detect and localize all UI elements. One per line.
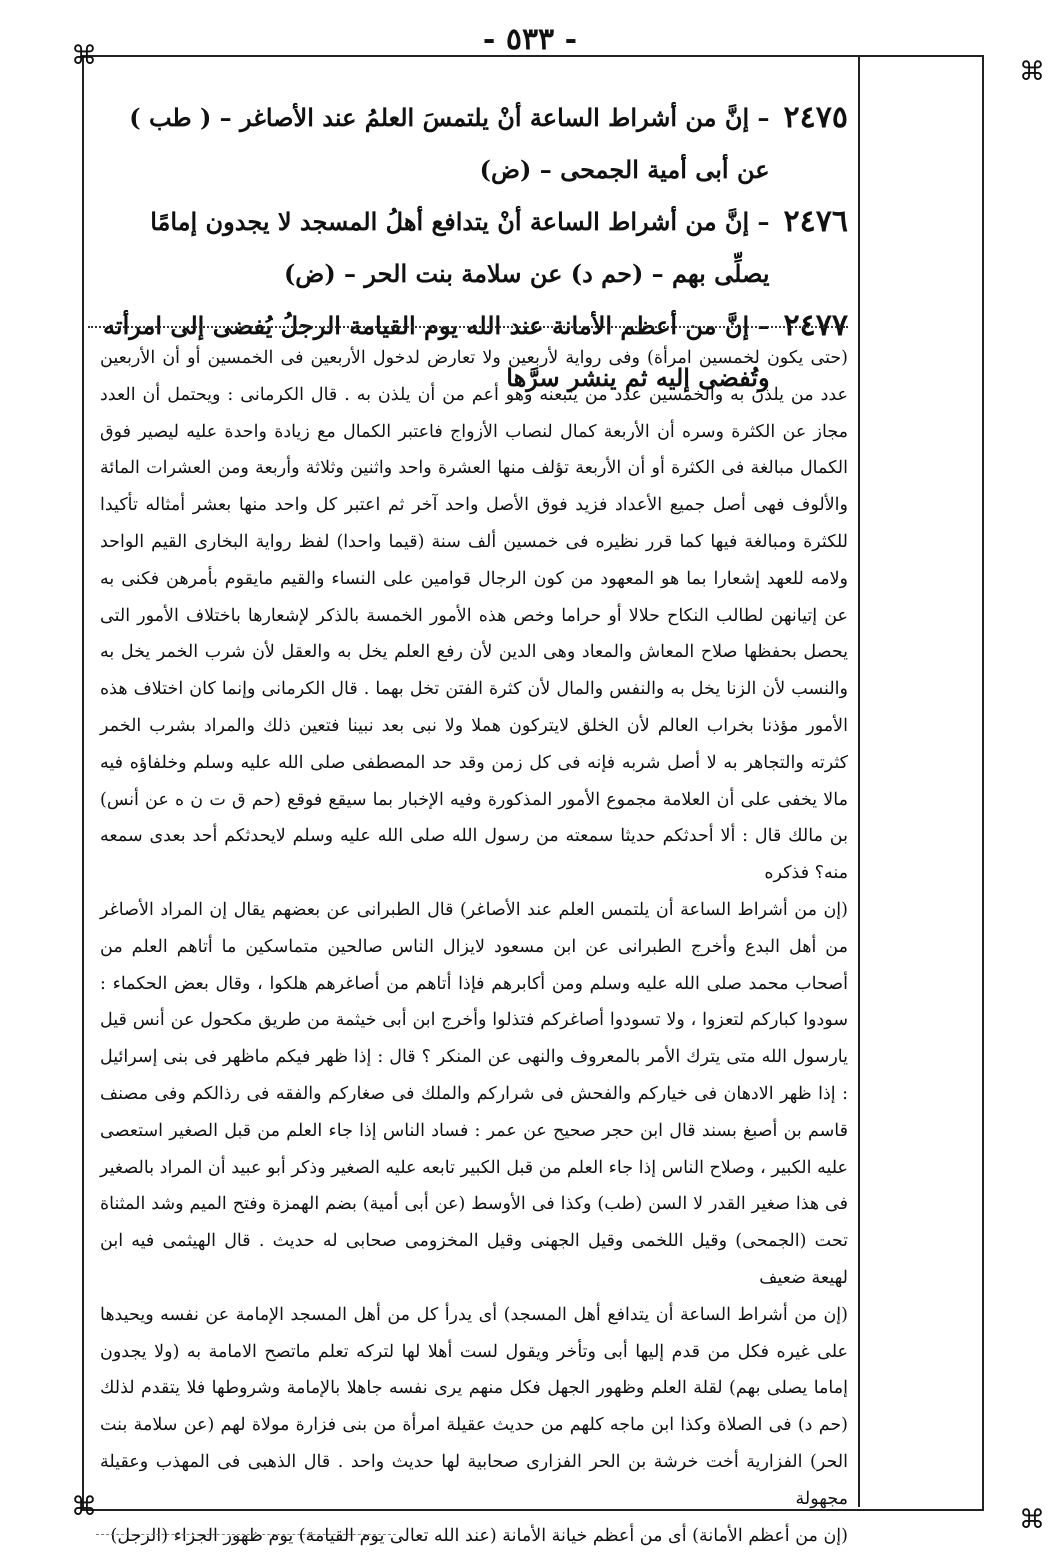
hadith-number: ٢٤٧٦ [783,204,848,239]
commentary-paragraph: (حتى يكون لخمسين امرأة) وفى رواية لأربعين ولا تعارض لدخول الأربعين فى الخمسين أو أن الأربعين عدد من يلذن به والخمسين عدد من يتبعنه وهو أعم من أن يلذن به . قال الكرمانى : ويحتمل أن العدد مجاز عن الكثرة وسره أن الأربعة كمال لنصاب الأزواج فاعتبر الكمال مع زيادة واحدة عليه ليصير فوق الكمال مبالغة فى الكثرة أو أن الأربعة تؤلف منها العشرة واحد واثنين وثلاثة وأربعة ومن العشرات المائة والألوف فهى أصل جميع الأعداد فزيد فوق الأصل واحد آخر ثم اعتبر كل واحد منها بعشر أمثاله تأكيدا للكثرة ومبالغة فيها كما قرر نظيره فى خمسين ألف سنة (قيما واحدا) لفظ رواية البخارى القيم الواحد ولامه للعهد إشعارا بما هو المعهود من كون الرجال قوامين على النساء والقيم مايقوم بأمرهن فكنى به عن إتيانهن لطالب النكاح حلالا أو حراما وخص هذه الأمور الخمسة بالذكر لإشعارها باختلاف الأمور التى يحصل بحفظها صلاح المعاش والمعاد وهى الدين لأن رفع العلم يخل به والعقل لأن شرب الخمر يخل به والنسب لأن الزنا يخل به والنفس والمال لأن كثرة الفتن تخل بهما . قال الكرمانى وإنما كان اختلاف هذه الأمور مؤذنا بخراب العالم لأن الخلق لايتركون هملا ولا نبى بعد نبينا فتعين ذلك والمراد بشرب الخمر كثرته والتجاهر به لا أصل شربه فإنه فى كل زمن وقد حد المصطفى صلى الله عليه وسلم وخلفاؤه فيه مالا يخفى على أن العلامة مجموع الأمور المذكورة وفيه الإخبار بما سيقع فوقع (حم ق ت ن ه عن أنس) بن مالك قال : ألا أحدثكم حديثا سمعته من رسول الله صلى الله عليه وسلم لايحدثكم أحد بعدى سمعه منه؟ فذكره [100,348,848,884]
hadith-entry [100,92,848,196]
ornament-bottom-right-icon: ⌘ [1019,1505,1045,1535]
hadith-text: – إنَّ من أشراط الساعة أنْ يتدافع أهلُ المسجد لا يجدون إمامًا يصلِّى بهم – (حم د) عن سلامة بنت الحر – (ض) [150,207,770,288]
hadith-text: – إنَّ من أعظم الأمانة عند الله يوم القيامة الرجلُ يُفضى إلى امرأته وتُفضى إليه ثم ينشر سرَّها [103,311,770,392]
commentary-paragraph: (إن من أشراط الساعة أن يتدافع أهل المسجد) أى يدرأ كل من أهل المسجد الإمامة عن نفسه ويحيدها على غيره فكل من قدم إليها أبى وتأخر ويقول لست أهلا لها لتركه تعلم ماتصح الامامة به (ولا يجدون إماما يصلى بهم) لقلة العلم وظهور الجهل فكل منهم يرى نفسه جاهلا بالإمامة وشروطها فلا يتقدم لذلك (حم د) فى الصلاة وكذا ابن ماجه كلهم من حديث عقيلة امرأة من بنى فزارة مولاة لهم (عن سلامة بنت الحر) الفزارية أخت خرشة بن الحر الفزارى صحابية لها حديث واحد . قال الذهبى فى المهذب وعقيلة مجهولة [100,1304,848,1509]
commentary-paragraph: (إن من أشراط الساعة أن يلتمس العلم عند الأصاغر) قال الطبرانى عن بعضهم يقال إن المراد الأصاغر من أهل البدع وأخرج الطبرانى عن ابن مسعود لايزال الناس صالحين متماسكين ما أتاهم العلم من أصحاب محمد صلى الله عليه وسلم ومن أكابرهم فإذا أتاهم من أصاغرهم هلكوا ، وقال بعض الحكماء : سودوا كباركم لتعزوا ، ولا تسودوا أصاغركم فتذلوا وأخرج ابن أبى خيثمة من طريق مكحول عن أنس قيل يارسول الله متى يترك الأمر بالمعروف والنهى عن المنكر ؟ قال : إذا ظهر فيكم ماظهر فى بنى إسرائيل : إذا ظهر الادهان فى خياركم والفحش فى شراركم والملك فى صغاركم والفقه فى رذالكم وفى مصنف قاسم بن أصبغ بسند قال ابن حجر صحيح عن عمر : فساد الناس إذا جاء العلم من قبل الصغير استعصى عليه الكبير ، وصلاح الناس إذا جاء العلم من قبل الكبير تابعه عليه الصغير وذكر أبو عبيد أن المراد بالصغير فى هذا صغير القدر لا السن (طب) وكذا فى الأوسط (عن أبى أمية) بضم الهمزة وفتح الميم وشد المثناة تحت (الجمحى) وقيل اللخمى وقيل الجهنى وقيل المخزومى صحابى له حديث . قال الهيثمى فيه ابن لهيعة ضعيف [100,899,848,1288]
hadith-entry [100,196,848,300]
hadith-number: ٢٤٧٧ [783,308,848,343]
commentary-paragraph: (إن من أعظم الأمانة) أى من أعظم خيانة الأمانة (عند الله تعالى يوم القيامة) يوم ظهور الجزاء (الرجل) [110,1525,848,1546]
page-number: - ٥٣٣ - [482,22,578,57]
ornament-top-left-icon: ⌘ [71,41,97,71]
dotted-separator [88,326,848,328]
commentary-section [100,340,848,1546]
hadith-number: ٢٤٧٥ [783,100,848,135]
ornament-top-right-icon: ⌘ [1019,57,1045,87]
ornament-bottom-left-icon: ⌘ [71,1492,97,1522]
frame-inner-rule [858,57,860,1507]
hadith-text: – إنَّ من أشراط الساعة أنْ يلتمسَ العلمُ عند الأصاغر – ( طب ) عن أبى أمية الجمحى – (ض) [129,103,770,184]
bottom-dashed-rule [96,1534,396,1535]
